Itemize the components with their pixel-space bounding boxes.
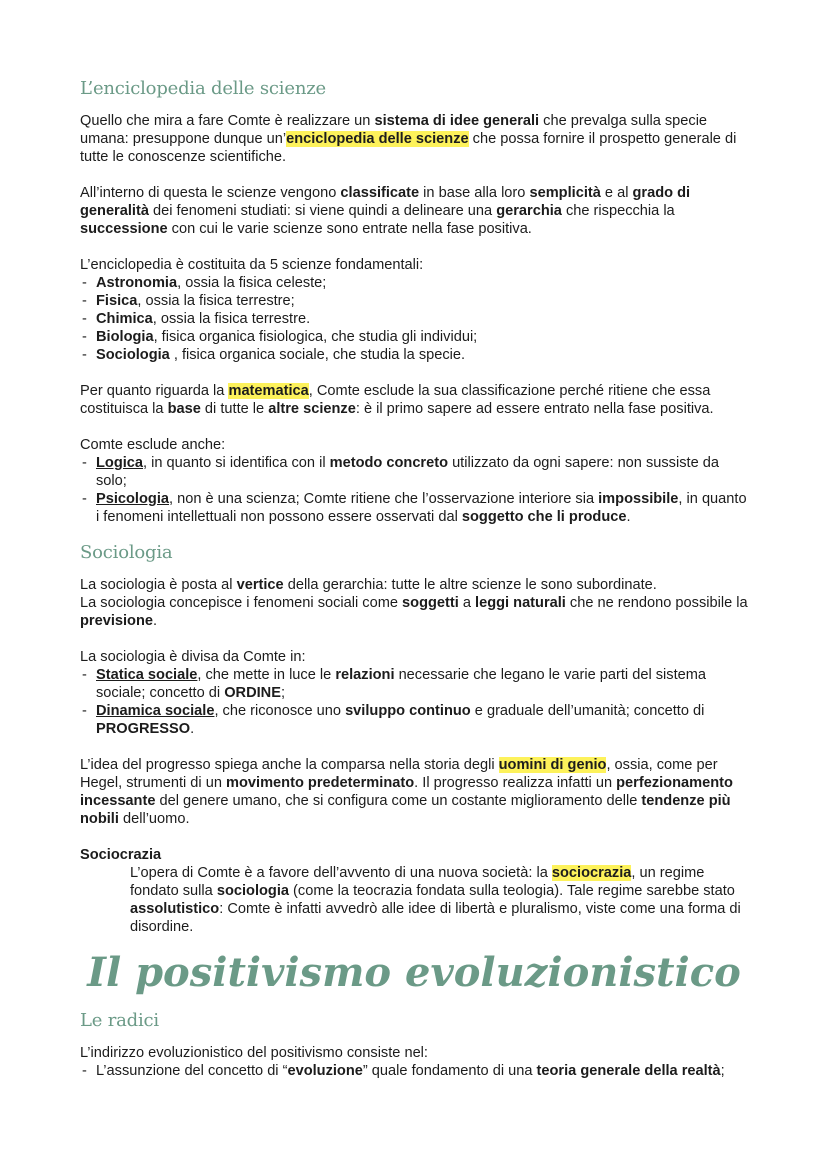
- paragraph: Quello che mira a fare Comte è realizzare un sistema di idee generali che prevalga sulla specie umana: presuppone dunque un’enciclopedia delle scienze che possa fornire il prospetto generale di tutte le conoscenze scientifiche.: [80, 113, 737, 165]
- list-item: - Statica sociale, che mette in luce le relazioni necessarie che legano le varie parti del sistema sociale; concetto di ORDINE;: [80, 666, 748, 702]
- section-title-sociologia: Sociologia: [80, 542, 173, 563]
- paragraph: Comte esclude anche:: [80, 437, 226, 453]
- paragraph: L’opera di Comte è a favore dell’avvento di una nuova società: la sociocrazia, un regime fondato sulla sociologia (come la teocrazia fondata sulla teologia). Tale regime sarebbe stato assolutistico: Comte è infatti avvedrò alle idee di libertà e pluralismo, viste come una forma di disordine.: [130, 865, 741, 935]
- highlight: matematica: [228, 383, 309, 399]
- list-item: - Dinamica sociale, che riconosce uno sviluppo continuo e graduale dell’umanità; concetto di PROGRESSO.: [80, 702, 748, 738]
- paragraph: La sociologia concepisce i fenomeni sociali come soggetti a leggi naturali che ne rendono possibile la previsione.: [80, 595, 748, 629]
- list-item: - L’assunzione del concetto di “evoluzione” quale fondamento di una teoria generale della realtà;: [80, 1062, 748, 1080]
- paragraph: All’interno di questa le scienze vengono classificate in base alla loro semplicità e al grado di generalità dei fenomeni studiati: si viene quindi a delineare una gerarchia che rispecchia la successione con cui le varie scienze sono entrate nella fase positiva.: [80, 185, 691, 237]
- paragraph: L’idea del progresso spiega anche la comparsa nella storia degli uomini di genio, ossia, come per Hegel, strumenti di un movimento predeterminato. Il progresso realizza infatti un perfezionamento incessante del genere umano, che si configura come un costante miglioramento delle tendenze più nobili dell’uomo.: [80, 757, 733, 827]
- list-item: - Psicologia, non è una scienza; Comte ritiene che l’osservazione interiore sia impossibile, in quanto i fenomeni intellettuali non possono essere osservati dal soggetto che li produce.: [80, 490, 748, 526]
- excluded-list: [80, 454, 748, 526]
- chapter-title: Il positivismo evoluzionistico: [87, 949, 741, 996]
- section-title-enciclopedia: L’enciclopedia delle scienze: [80, 78, 326, 99]
- paragraph: La sociologia è posta al vertice della gerarchia: tutte le altre scienze le sono subordinate.: [80, 577, 657, 593]
- list-item: - Fisica, ossia la fisica terrestre;: [80, 292, 748, 310]
- list-item: - Biologia, fisica organica fisiologica, che studia gli individui;: [80, 328, 748, 346]
- paragraph: La sociologia è divisa da Comte in:: [80, 649, 306, 665]
- list-item: - Astronomia, ossia la fisica celeste;: [80, 274, 748, 292]
- paragraph: L’enciclopedia è costituita da 5 scienze fondamentali:: [80, 257, 424, 273]
- sociology-division-list: [80, 666, 748, 738]
- list-item: - Logica, in quanto si identifica con il metodo concreto utilizzato da ogni sapere: non sussiste da solo;: [80, 454, 748, 490]
- list-item: - Sociologia , fisica organica sociale, che studia la specie.: [80, 346, 748, 364]
- subheading-sociocrazia: Sociocrazia: [80, 847, 162, 863]
- paragraph: Per quanto riguarda la matematica, Comte esclude la sua classificazione perché ritiene che essa costituisca la base di tutte le altre scienze: è il primo sapere ad essere entrato nella fase positiva.: [80, 383, 714, 417]
- section-title-radici: Le radici: [80, 1010, 159, 1031]
- roots-list: [80, 1062, 748, 1080]
- highlight: uomini di genio: [498, 757, 607, 773]
- paragraph: L’indirizzo evoluzionistico del positivismo consiste nel:: [80, 1045, 428, 1061]
- science-list: [80, 274, 748, 364]
- highlight: sociocrazia: [551, 865, 632, 881]
- highlight: enciclopedia delle scienze: [286, 131, 469, 147]
- list-item: - Chimica, ossia la fisica terrestre.: [80, 310, 748, 328]
